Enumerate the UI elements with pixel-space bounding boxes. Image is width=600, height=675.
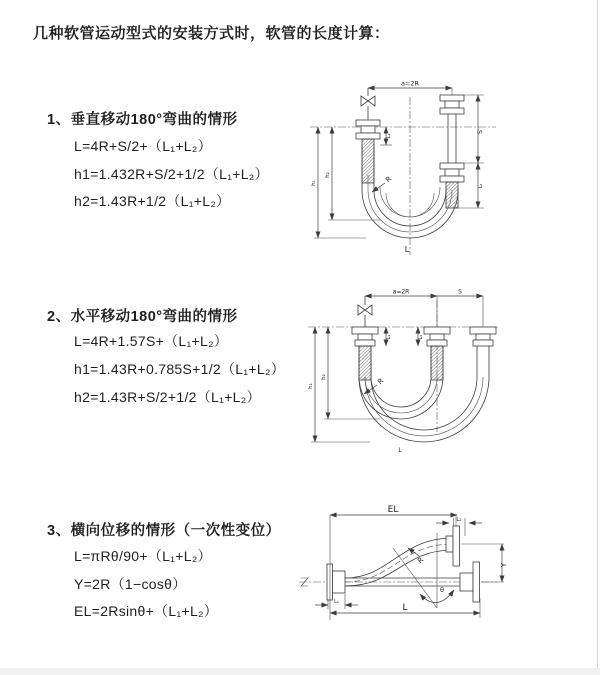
- section1-formula-L: L=4R+S/2+（L₁+L₂）: [74, 138, 212, 154]
- dim-label-r: R: [416, 555, 426, 566]
- dim-label-theta: θ: [440, 586, 444, 594]
- lower-right-flange: [460, 562, 480, 602]
- dim-s: [437, 289, 483, 328]
- radius-pointer: [372, 175, 393, 192]
- dim-label-l: L: [402, 603, 408, 613]
- dim-l2: [458, 163, 484, 208]
- dim-label-l2: L₂: [478, 183, 484, 189]
- section1-formula-h2: h2=1.43R+1/2（L₁+L₂）: [74, 193, 231, 209]
- dim-label-l1: L₁: [386, 133, 392, 139]
- valve-icon: [358, 296, 372, 327]
- dim-label-l2: L₂: [456, 517, 462, 523]
- middle-hose-fitting: [424, 327, 450, 380]
- dim-label-h1: h₁: [308, 383, 314, 389]
- diagram-lateral-displacement: [295, 498, 600, 640]
- dim-l1: [380, 127, 392, 145]
- section3-heading: 3、横向位移的情形（一次性变位）: [47, 523, 281, 539]
- section2-formula-h1: h1=1.43R+0.785S+1/2（L₁+L₂）: [74, 361, 285, 377]
- section3-formula-L: L=πRθ/90+（L₁+L₂）: [74, 548, 212, 564]
- section1-heading: 1、垂直移动180°弯曲的情形: [47, 112, 238, 128]
- left-hose-fitting: [356, 120, 380, 183]
- page-bottom-edge: [0, 668, 600, 675]
- dim-label-l: L: [398, 447, 402, 454]
- diagram-vertical-180-bend: [300, 75, 600, 260]
- dim-l1: [315, 594, 358, 609]
- section2-formula-L: L=4R+1.57S+（L₁+L₂）: [74, 333, 229, 349]
- hose-u-bend-far: [359, 346, 489, 442]
- dim-label-r: R: [384, 174, 394, 185]
- dim-label-l2: L₂: [418, 334, 424, 340]
- section2-heading: 2、水平移动180°弯曲的情形: [47, 309, 238, 325]
- dim-label-l: L: [404, 245, 410, 254]
- right-hose-fitting-upper: [440, 95, 464, 163]
- dim-a2r: [368, 80, 452, 96]
- dim-l: [330, 598, 480, 618]
- dim-l2: [418, 327, 424, 346]
- dim-label-h2: h₂: [325, 172, 331, 178]
- dim-h1: [311, 127, 366, 238]
- valve-icon: [361, 88, 375, 120]
- section1-formula-h1: h1=1.432R+S/2+1/2（L₁+L₂）: [74, 166, 269, 182]
- dim-label-h1: h₁: [311, 180, 317, 186]
- dim-label-a2r: a=2R: [400, 79, 420, 88]
- dim-label-l1: L₁: [386, 334, 392, 340]
- right-hose-fitting-lower: [440, 163, 464, 208]
- dim-l1: [386, 327, 392, 346]
- dim-a2r: [365, 289, 437, 328]
- section2-formula-h2: h2=1.43R+S/2+1/2（L₁+L₂）: [74, 389, 261, 405]
- dim-s: [464, 95, 484, 163]
- dim-label-a2r: a=2R: [392, 288, 410, 296]
- dim-label-h2: h₂: [321, 374, 327, 380]
- page-title: 几种软管运动型式的安装方式时，软管的长度计算：: [33, 25, 390, 42]
- dim-label-s: S: [458, 288, 462, 296]
- section3-formula-EL: EL=2Rsinθ+（L₁+L₂）: [74, 603, 219, 619]
- dim-label-s: S: [477, 130, 484, 134]
- dim-label-el: EL: [387, 505, 399, 515]
- dim-label-l1: L₁: [334, 599, 339, 605]
- diagram-horizontal-180-bend: [300, 282, 600, 460]
- dim-label-y: Y: [500, 562, 508, 568]
- dim-label-r: R: [376, 376, 386, 387]
- left-hose-fitting: [352, 327, 378, 380]
- right-hose-fitting: [470, 327, 496, 346]
- dim-el: [330, 505, 457, 620]
- radius-pointer: [408, 548, 425, 565]
- section3-formula-Y: Y=2R（1−cosθ）: [74, 576, 187, 592]
